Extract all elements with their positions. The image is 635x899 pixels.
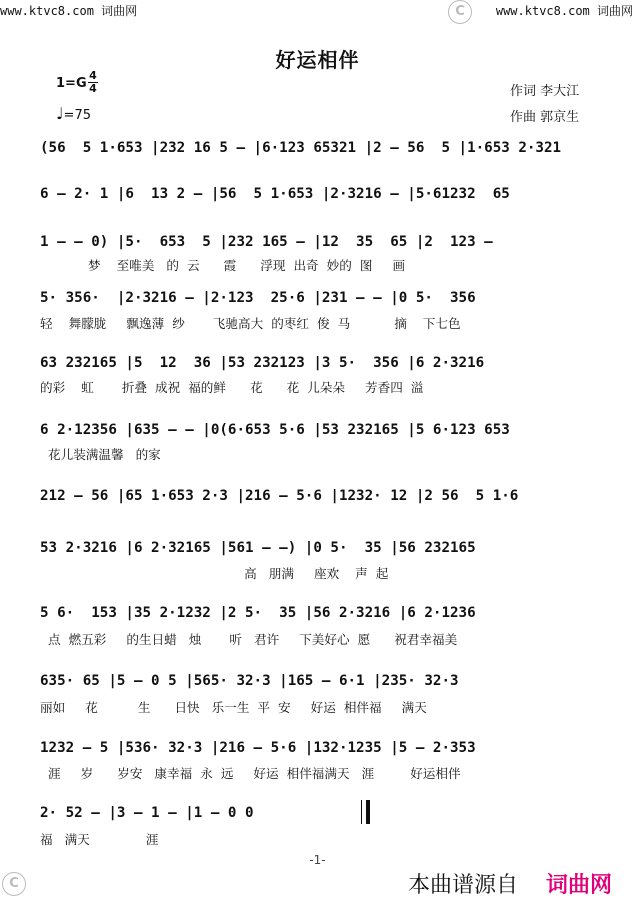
site-logo-icon: C xyxy=(448,0,472,24)
notation-system: 212 — 56 |65 1·653 2·3 |216 — 5·6 |1232· 12 |2 56 5 1·6 xyxy=(40,488,519,504)
lyric-line: 丽如 花 生 日快 乐一生 平 安 好运 相伴福 满天 xyxy=(40,700,427,715)
notation-system: 63 232165 |5 12 36 |53 232123 |3 5· 356 |6 2·3216 xyxy=(40,355,485,371)
lyric-line: 点 燃五彩 的生日蜡 烛 听 君许 下美好心 愿 祝君幸福美 xyxy=(40,632,458,647)
lyric-line: 花儿装满温馨 的家 xyxy=(40,447,161,462)
tempo-value: =75 xyxy=(63,108,91,123)
composer-credit: 作曲 郭京生 xyxy=(510,110,580,125)
lyric-line: 福 满天 涯 xyxy=(40,832,159,847)
tempo-marking xyxy=(56,104,91,123)
key-signature: 1=G xyxy=(56,76,87,91)
notation-system: 6 — 2· 1 |6 13 2 — |56 5 1·653 |2·3216 — |5·61232 65 xyxy=(40,186,510,202)
lyric-line: 轻 舞朦胧 飘逸薄 纱 飞驰高大 的枣红 俊 马 摘 下七色 xyxy=(40,316,461,331)
notation-system: 53 2·3216 |6 2·32165 |561 — —) |0 5· 35 |56 232165 xyxy=(40,540,476,556)
final-barline-thin xyxy=(361,800,362,824)
site-watermark-right: www.ktvc8.com 词曲网 xyxy=(495,4,633,18)
notation-system: 1 — — 0) |5· 653 5 |232 165 — |12 35 65 |2 123 — xyxy=(40,234,493,250)
quarter-note-icon: ♩ xyxy=(56,104,64,123)
lyricist-credit: 作词 李大江 xyxy=(510,84,580,99)
page-number: -1- xyxy=(309,853,326,867)
notation-system: 5· 356· |2·3216 — |2·123 25·6 |231 — — |0 5· 356 xyxy=(40,290,476,306)
footer-source-text: 本曲谱源自 xyxy=(408,873,519,898)
lyric-line: 高 朋满 座欢 声 起 xyxy=(40,566,389,581)
site-logo-icon: C xyxy=(2,872,26,896)
time-signature xyxy=(88,70,98,95)
footer-brand-text: 词曲网 xyxy=(546,873,613,898)
notation-system: 1232 — 5 |536· 32·3 |216 — 5·6 |132·1235 |5 — 2·353 xyxy=(40,740,476,756)
final-barline-thick xyxy=(366,800,370,824)
notation-system: 5 6· 153 |35 2·1232 |2 5· 35 |56 2·3216 |6 2·1236 xyxy=(40,605,476,621)
song-title: 好运相伴 xyxy=(275,48,360,72)
time-signature-bottom: 4 xyxy=(89,82,97,95)
time-signature-top: 4 xyxy=(89,69,97,82)
lyric-line: 的彩 虹 折叠 成祝 福的鲜 花 花 儿朵朵 芳香四 溢 xyxy=(40,380,424,395)
site-watermark-left: www.ktvc8.com 词曲网 xyxy=(0,4,138,18)
lyric-line: 涯 岁 岁安 康幸福 永 远 好运 相伴福满天 涯 好运相伴 xyxy=(40,766,461,781)
notation-system: 2· 52 — |3 — 1 — |1 — 0 0 xyxy=(40,805,254,821)
notation-system: 635· 65 |5 — 0 5 |565· 32·3 |165 — 6·1 |235· 32·3 xyxy=(40,673,459,689)
notation-system: 6 2·12356 |635 — — |0(6·653 5·6 |53 232165 |5 6·123 653 xyxy=(40,422,510,438)
notation-system: (56 5 1·653 |232 16 5 — |6·123 65321 |2 — 56 5 |1·653 2·321 xyxy=(40,140,562,156)
lyric-line: 梦 至唯美 的 云 霞 浮现 出奇 妙的 图 画 xyxy=(40,258,406,273)
